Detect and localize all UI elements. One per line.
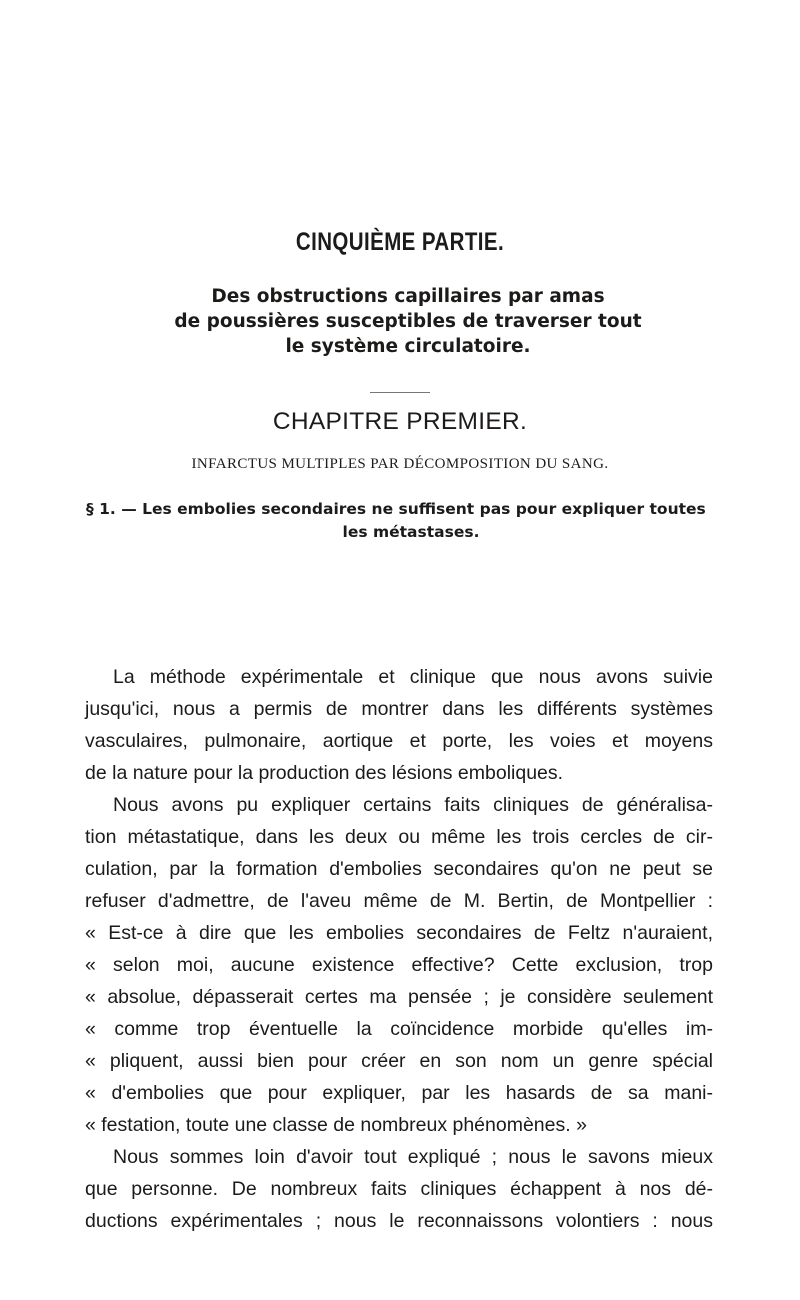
chapter-title: CHAPITRE PREMIER. bbox=[272, 408, 528, 435]
body-line: La méthode expérimentale et clinique que nous avons suivie bbox=[113, 666, 713, 688]
part-subtitle-line: le système circulatoire. bbox=[285, 336, 531, 357]
body-line: Nous sommes loin d'avoir tout expliqué ; nous le savons mieux bbox=[113, 1146, 713, 1168]
part-subtitle bbox=[88, 284, 728, 359]
section-heading-line: les métastases. bbox=[342, 523, 480, 541]
body-line: « selon moi, aucune existence effective? Cette exclusion, trop bbox=[85, 954, 713, 976]
body-line: « d'embolies que pour expliquer, par les hasards de sa mani- bbox=[85, 1082, 713, 1104]
divider-rule bbox=[370, 392, 430, 393]
body-line: de la nature pour la production des lésions emboliques. bbox=[85, 762, 564, 784]
body-line: que personne. De nombreux faits cliniques échappent à nos dé- bbox=[85, 1178, 713, 1200]
part-subtitle-line: de poussières susceptibles de traverser tout bbox=[174, 311, 642, 332]
body-line: refuser d'admettre, de l'aveu même de M. Bertin, de Montpellier : bbox=[85, 890, 713, 912]
body-line: vasculaires, pulmonaire, aortique et porte, les voies et moyens bbox=[85, 730, 713, 752]
body-line: Nous avons pu expliquer certains faits cliniques de généralisa- bbox=[113, 794, 713, 816]
body-line: « Est-ce à dire que les embolies secondaires de Feltz n'auraient, bbox=[85, 922, 713, 944]
body-line: tion métastatique, dans les deux ou même les trois cercles de cir- bbox=[85, 826, 713, 848]
chapter-subtitle: INFARCTUS MULTIPLES PAR DÉCOMPOSITION DU SANG. bbox=[191, 456, 609, 472]
section-heading-line: § 1. — Les embolies secondaires ne suffisent pas pour expliquer toutes bbox=[86, 500, 706, 518]
body-line: « pliquent, aussi bien pour créer en son nom un genre spécial bbox=[85, 1050, 713, 1072]
part-title: CINQUIÈME PARTIE. bbox=[295, 228, 505, 256]
body-line: « festation, toute une classe de nombreux phénomènes. » bbox=[85, 1114, 587, 1136]
body-line: « comme trop éventuelle la coïncidence morbide qu'elles im- bbox=[85, 1018, 713, 1040]
body-text bbox=[85, 661, 713, 1237]
body-line: culation, par la formation d'embolies secondaires qu'on ne peut se bbox=[85, 858, 713, 880]
body-line: ductions expérimentales ; nous le reconnaissons volontiers : nous bbox=[85, 1210, 713, 1232]
part-subtitle-line: Des obstructions capillaires par amas bbox=[211, 286, 605, 307]
body-line: jusqu'ici, nous a permis de montrer dans les différents systèmes bbox=[85, 698, 713, 720]
body-line: « absolue, dépasserait certes ma pensée ; je considère seulement bbox=[85, 986, 713, 1008]
section-heading bbox=[86, 498, 736, 544]
